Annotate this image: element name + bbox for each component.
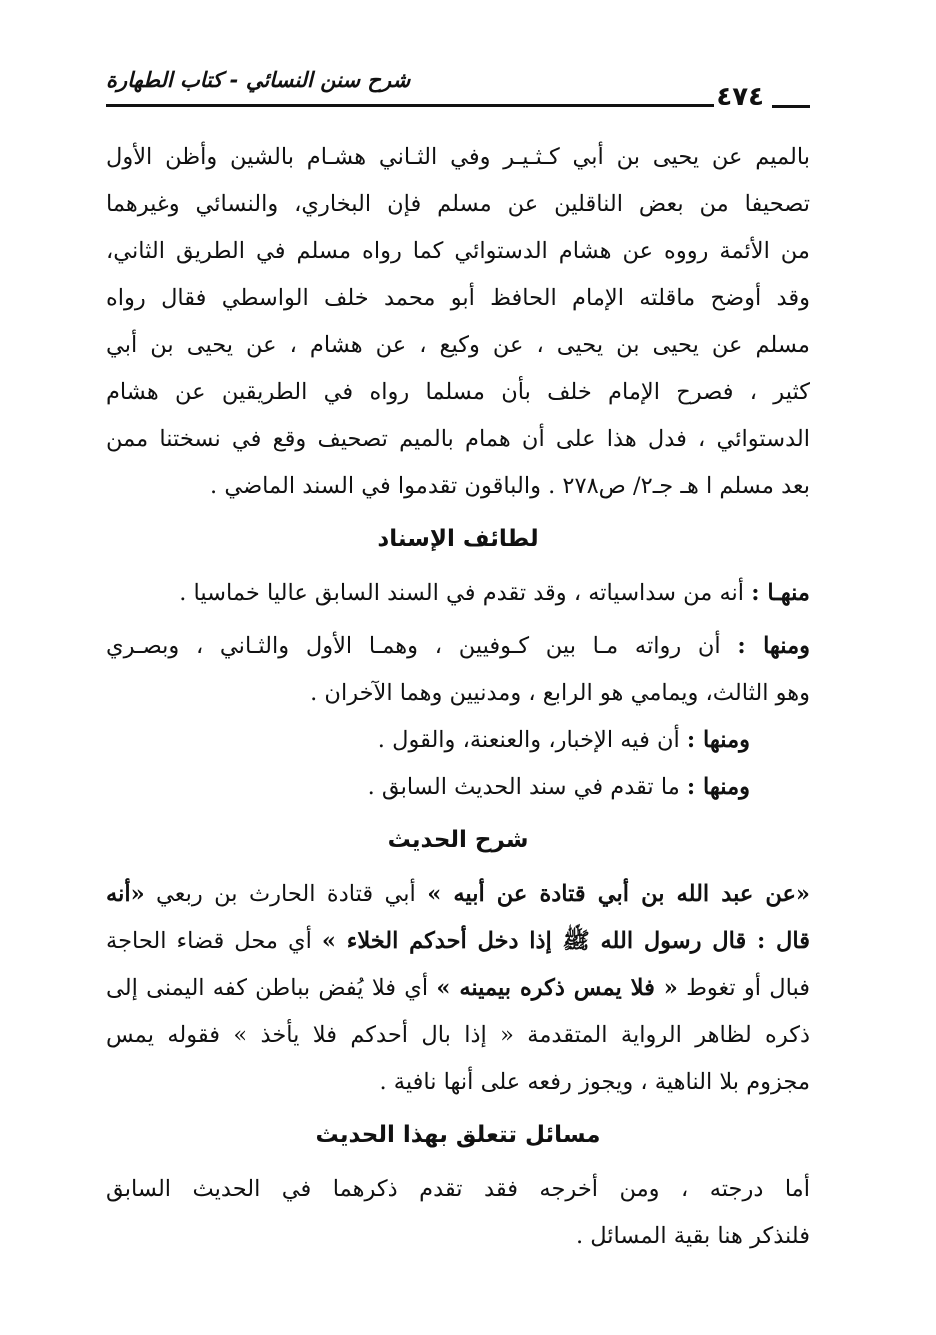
opening-paragraph: [106, 134, 810, 510]
lataif-item: [106, 764, 810, 811]
item-text: أن رواته مـا بين كـوفيين ، وهمـا الأول والثـاني ، وبصـري: [106, 633, 738, 659]
text-line: الدستوائي ، فدل هذا على أن همام بالميم تصحيف وقع في نسختنا ممن: [106, 426, 810, 452]
text-line: بالميم عن يحيى بن أبي كـثـيـر وفي الثـاني هشـام بالشين وأظن الأول: [106, 144, 810, 170]
item-text: أنه من سداسياته ، وقد تقدم في السند السابق عاليا خماسيا .: [179, 580, 752, 606]
lataif-item: [106, 570, 810, 617]
text-line: كثير ، فصرح الإمام خلف بأن مسلما رواه في الطريقين عن هشام: [106, 379, 810, 405]
text-line: مجزوم بلا الناهية ، ويجوز رفعه على أنها نافية .: [379, 1069, 810, 1095]
hadith-quote: «أنه: [106, 881, 145, 907]
text-line: تصحيفا من بعض الناقلين عن مسلم فإن البخاري، والنسائي وغيرهما: [106, 191, 810, 217]
sharh-paragraph: [106, 871, 810, 1106]
text-line: [106, 918, 810, 965]
text-line: [106, 965, 810, 1012]
section-heading-lataif: لطائف الإسناد: [377, 526, 539, 552]
commentary: أي فلا يُفض بباطن كفه اليمنى إلى: [106, 975, 437, 1001]
lataif-item: [106, 623, 810, 670]
item-text: أن فيه الإخبار، والعنعنة، والقول .: [377, 727, 687, 753]
lataif-item: [106, 717, 810, 764]
text-line: بعد مسلم ا هـ جـ٢/ ص٢٧٨ . والباقون تقدموا في السند الماضي .: [210, 473, 810, 499]
text-line: وقد أوضح ماقلته الإمام الحافظ أبو محمد خلف الواسطي فقال رواه: [106, 285, 810, 311]
hadith-quote: « فلا يمس ذكره بيمينه »: [436, 975, 678, 1001]
page-number-dash: [772, 105, 810, 108]
text-line: [106, 871, 810, 918]
hadith-quote: «عن عبد الله بن أبي قتادة عن أبيه »: [427, 881, 810, 907]
item-lead: ومنها :: [686, 774, 750, 800]
section-heading-masail: مسائل تتعلق بهذا الحديث: [315, 1122, 601, 1148]
lataif-list: [106, 570, 810, 811]
page-body: [106, 134, 810, 1260]
text-line: أما درجته ، ومن أخرجه فقد تقدم ذكرهما في الحديث السابق: [106, 1176, 810, 1202]
commentary: فبال أو تغوط: [677, 975, 810, 1001]
text-line: من الأئمة رووه عن هشام الدستوائي كما رواه مسلم في الطريق الثاني،: [106, 238, 810, 264]
item-text: ما تقدم في سند الحديث السابق .: [367, 774, 687, 800]
header-title: شرح سنن النسائي - كتاب الطهارة: [106, 68, 411, 92]
running-header: [106, 68, 810, 118]
hadith-quote: قال : قال رسول الله ﷺ إذا دخل أحدكم الخلاء »: [321, 928, 810, 954]
masail-paragraph: [106, 1166, 810, 1260]
text-line: مسلم عن يحيى بن يحيى ، عن وكيع ، عن هشام ، عن يحيى بن أبي: [106, 332, 810, 358]
page-number: ٤٧٤: [716, 82, 764, 112]
section-heading-sharh: شرح الحديث: [387, 827, 529, 853]
text-line: فلنذكر هنا بقية المسائل .: [575, 1223, 810, 1249]
item-lead: ومنها :: [737, 633, 810, 659]
item-lead: منهـا :: [751, 580, 810, 606]
commentary: أبي قتادة الحارث بن ربعي: [144, 881, 428, 907]
text-line: ذكره لظاهر الرواية المتقدمة « إذا بال أحدكم فلا يأخذ » فقوله يمس: [106, 1022, 810, 1048]
header-rule: [106, 104, 714, 107]
text-line: وهو الثالث، ويمامي هو الرابع ، ومدنيين وهما الآخران .: [310, 680, 810, 706]
item-lead: ومنها :: [686, 727, 750, 753]
commentary: أي محل قضاء الحاجة: [106, 928, 322, 954]
